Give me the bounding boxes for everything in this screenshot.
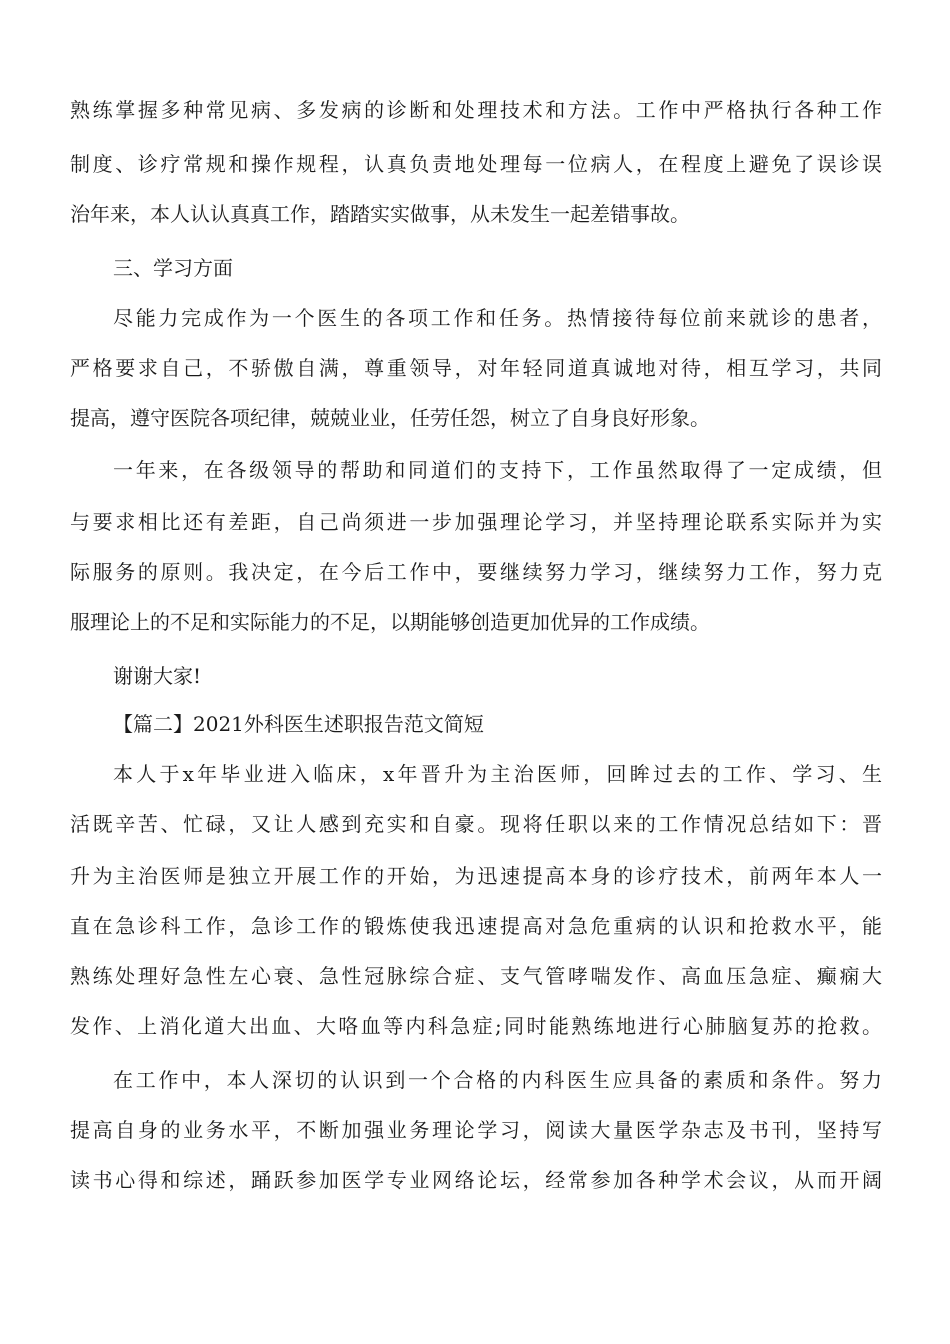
text-line: 治年来，本人认认真真工作，踏踏实实做事，从未发生一起差错事故。 [70,202,690,226]
text-line: 熟练处理好急性左心衰、急性冠脉综合症、支气管哮喘发作、高血压急症、癫痫大 [70,964,882,988]
text-line: 尽能力完成作为一个医生的各项工作和任务。热情接待每位前来就诊的患者， [113,306,882,330]
text-line: 活既辛苦、忙碌，又让人感到充实和自豪。现将任职以来的工作情况总结如下：晋 [70,812,882,836]
text-line: 直在急诊科工作，急诊工作的锻炼使我迅速提高对急危重病的认识和抢救水平，能 [70,914,882,938]
text-line: 制度、诊疗常规和操作规程，认真负责地处理每一位病人，在程度上避免了误诊误 [70,152,882,176]
text-line: 提高自身的业务水平，不断加强业务理论学习，阅读大量医学杂志及书刊，坚持写 [70,1118,882,1142]
text-line: 升为主治医师是独立开展工作的开始，为迅速提高本身的诊疗技术，前两年本人一 [70,864,882,888]
section-heading: 三、学习方面 [113,256,233,280]
text-line: 本人于x年毕业进入临床，x年晋升为主治医师，回眸过去的工作、学习、生 [113,762,882,786]
text-line: 严格要求自己，不骄傲自满，尊重领导，对年轻同道真诚地对待，相互学习，共同 [70,356,882,380]
text-line: 读书心得和综述，踊跃参加医学专业网络论坛，经常参加各种学术会议，从而开阔 [70,1168,882,1192]
article-heading: 【篇二】2021外科医生述职报告范文简短 [113,712,484,736]
text-line: 与要求相比还有差距，自己尚须进一步加强理论学习，并坚持理论联系实际并为实 [70,510,882,534]
text-line: 际服务的原则。我决定，在今后工作中，要继续努力学习，继续努力工作，努力克 [70,560,882,584]
text-line: 发作、上消化道大出血、大咯血等内科急症;同时能熟练地进行心肺脑复苏的抢救。 [70,1014,882,1038]
text-line: 在工作中，本人深切的认识到一个合格的内科医生应具备的素质和条件。努力 [113,1068,882,1092]
closing-line: 谢谢大家! [113,664,202,688]
text-line: 一年来，在各级领导的帮助和同道们的支持下，工作虽然取得了一定成绩，但 [113,458,882,482]
text-line: 提高，遵守医院各项纪律，兢兢业业，任劳任怨，树立了自身良好形象。 [70,406,710,430]
text-line: 服理论上的不足和实际能力的不足，以期能够创造更加优异的工作成绩。 [70,610,710,634]
text-line: 熟练掌握多种常见病、多发病的诊断和处理技术和方法。工作中严格执行各种工作 [70,98,882,122]
